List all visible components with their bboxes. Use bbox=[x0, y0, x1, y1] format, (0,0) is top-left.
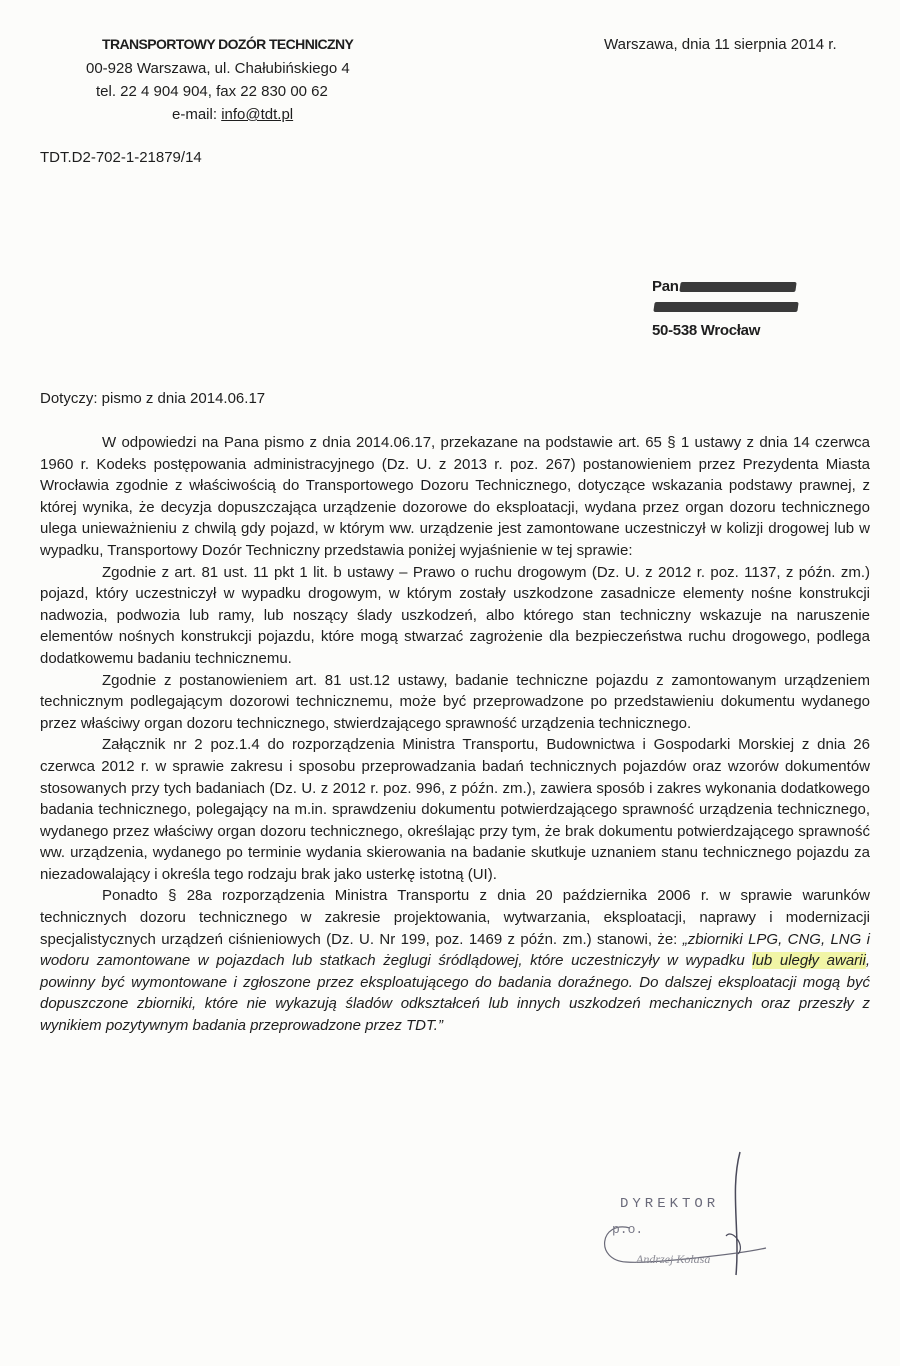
paragraph-1: W odpowiedzi na Pana pismo z dnia 2014.06.17, przekazane na podstawie art. 65 § 1 ustawy z dnia 14 czerwca 1960 r. Kodeks postępowania administracyjnego (Dz. U. z 2013 r. poz. 267) postanowieniem przez Prezydenta Miasta Wrocławia zgodnie z właściwością do Transportowego Dozoru Technicznego, dotyczące wskazania podstawy prawnej, z której wynika, że decyzja dopuszczająca urządzenie dozorowe do eksploatacji, wydana przez organ dozoru technicznego ulega unieważnieniu z chwilą gdy pojazd, w którym ww. urządzenie jest zamontowane uczestniczył w kolizji drogowej lub w wypadku, Transportowy Dozór Techniczny przedstawia poniżej wyjaśnienie w tej sprawie: bbox=[40, 434, 870, 559]
paragraph-5-text: Ponadto § 28a rozporządzenia Ministra Transportu z dnia 20 października 2006 r. w sprawie warunków technicznych dozoru technicznego w zakresie projektowania, wytwarzania, eksploatacji, naprawy i modernizacji specjalistycznych urządzeń ciśnieniowych (Dz. U. Nr 199, poz. 1469 z późn. zm.) stanowi, że: bbox=[40, 887, 870, 948]
organization-email bbox=[172, 106, 293, 123]
redacted-name bbox=[679, 282, 796, 292]
legal-quote-b: , powinny być wymontowane i zgłoszone przez eksploatującego do badania doraźnego. Do dalszej eksploatacji mogą być dopuszczone zbiorniki, które nie wykazują śladów odkształceń lub innych uszkodzeń mechanicznych oraz przeszły z wynikiem pozytywnym badania przeprowadzone przez TDT.” bbox=[40, 952, 870, 1035]
highlighted-phrase: lub uległy awarii bbox=[752, 952, 866, 970]
organization-address: 00-928 Warszawa, ul. Chałubińskiego 4 bbox=[86, 60, 350, 77]
paragraph-2: Zgodnie z art. 81 ust. 11 pkt 1 lit. b ustawy – Prawo o ruchu drogowym (Dz. U. z 2012 r. poz. 1137, z późn. zm.) pojazd, który uczestniczył w wypadku drogowym, w którym zostały uszkodzone zasadnicze elementy nośne konstrukcji nadwozia, podwozia lub ramy, lub noszący ślady uszkodzeń, albo którego stan techniczny wskazuje na naruszenie elementów nośnych konstrukcji pojazdu, które mogą stwarzać zagrożenie dla bezpieczeństwa ruchu drogowego, podlega dodatkowemu badaniu technicznemu. bbox=[40, 563, 870, 667]
organization-phone-fax: tel. 22 4 904 904, fax 22 830 00 62 bbox=[96, 83, 328, 100]
organization-name: TRANSPORTOWY DOZÓR TECHNICZNY bbox=[102, 36, 354, 52]
reference-number: TDT.D2-702-1-21879/14 bbox=[40, 149, 202, 166]
paragraph-3: Zgodnie z postanowieniem art. 81 ust.12 ustawy, badanie techniczne pojazdu z zamontowanym urządzeniem technicznym podlegającym dozorowi technicznemu, może być przeprowadzone po przedstawieniu dokumentu wydanego przez właściwy organ dozoru technicznego, stwierdzającego sprawność urządzenia technicznego. bbox=[40, 671, 870, 732]
place-date: Warszawa, dnia 11 sierpnia 2014 r. bbox=[604, 36, 837, 53]
redacted-street bbox=[653, 302, 798, 312]
paragraph-5 bbox=[40, 885, 870, 1036]
signature-po: p.o. bbox=[612, 1222, 644, 1237]
email-link[interactable]: info@tdt.pl bbox=[221, 106, 294, 123]
addressee-salutation: Pan bbox=[652, 278, 679, 295]
signature-name: Andrzej Kolasa bbox=[636, 1252, 711, 1266]
subject-line: Dotyczy: pismo z dnia 2014.06.17 bbox=[40, 390, 266, 407]
signature-title: DYREKTOR bbox=[620, 1196, 720, 1212]
legal-quote-a: „zbiorniki LPG, CNG, LNG i wodoru zamontowane w pojazdach lub statkach żeglugi śródlądowej, które uczestniczyły w wypadku bbox=[40, 930, 870, 970]
email-label: e-mail: bbox=[172, 106, 222, 123]
addressee-city: 50-538 Wrocław bbox=[652, 322, 761, 339]
paragraph-4: Załącznik nr 2 poz.1.4 do rozporządzenia Ministra Transportu, Budownictwa i Gospodarki Morskiej z dnia 26 czerwca 2012 r. w sprawie zakresu i sposobu przeprowadzania badań technicznych pojazdów oraz wzorów dokumentów stosowanych przy tych badaniach (Dz. U. z 2012 r. poz. 996, z późn. zm.), zawiera sposób i zakres wykonania dodatkowego badania technicznego, polegający na m.in. sprawdzeniu dokumentu potwierdzającego sprawność urządzenia technicznego, wydanego przez właściwy organ dozoru technicznego, określając przy tym, że brak dokumentu potwierdzającego sprawność ww. urządzenia, wydanego po terminie wydania skierowania na badanie skutkuje uznaniem stanu technicznego pojazdu za niezadowalający i określa tego rodzaju brak jako usterkę istotną (UI). bbox=[40, 736, 870, 883]
letter-body bbox=[40, 432, 870, 1037]
